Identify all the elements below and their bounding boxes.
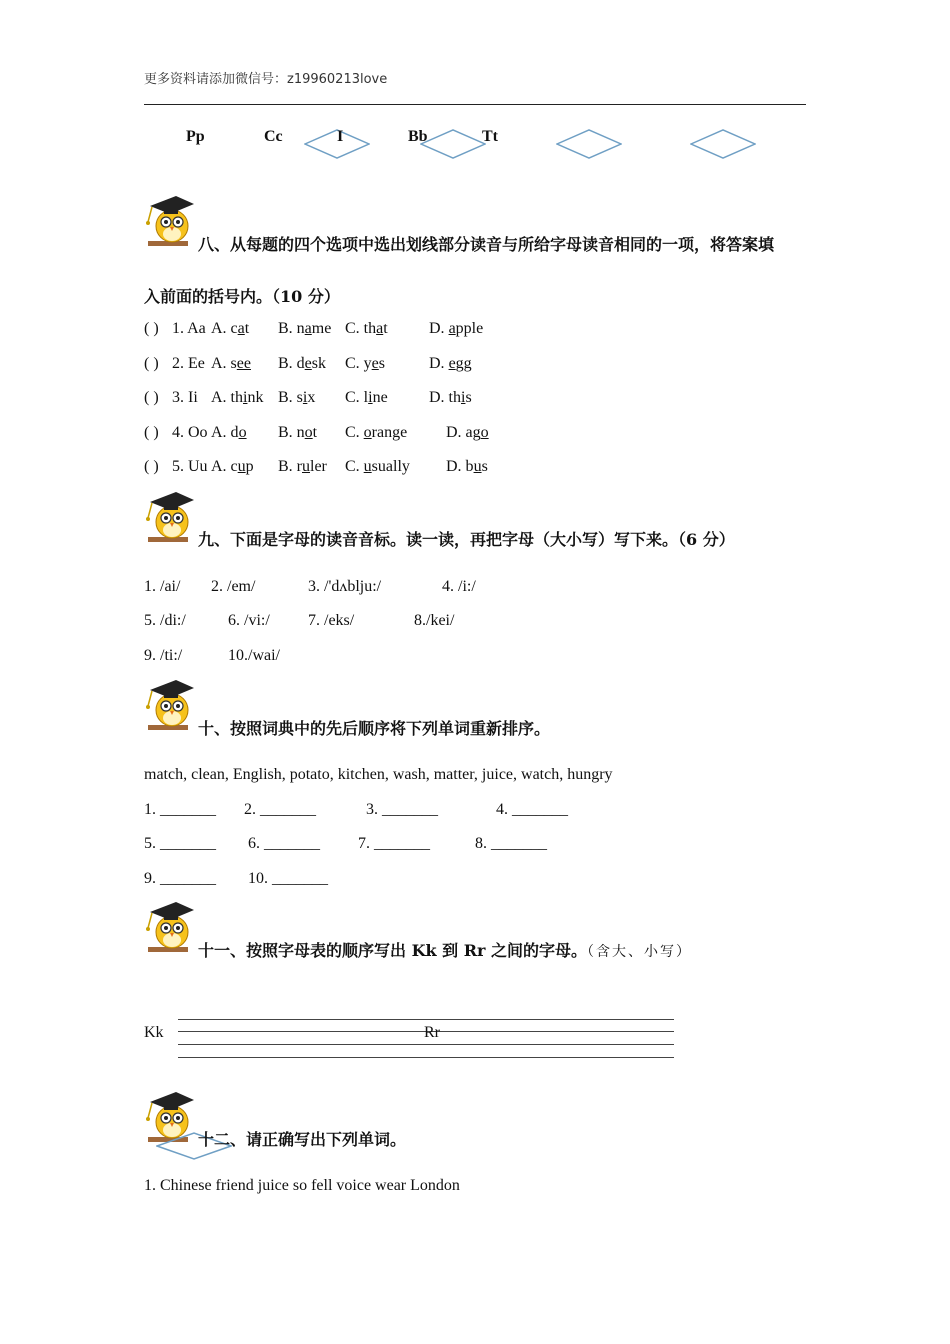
underlined-part: a xyxy=(237,320,245,337)
option-text: A. th xyxy=(211,389,243,406)
section10-title: 十、按照词典中的先后顺序将下列单词重新排序。 xyxy=(198,719,551,738)
section8-title-line1: 八、从每题的四个选项中选出划线部分读音与所给字母读音相同的一项，将答案填 xyxy=(198,235,775,254)
underlined-part: u xyxy=(302,458,310,475)
option-text: nk xyxy=(247,389,264,406)
option-text: D. xyxy=(429,355,449,372)
section9-title: 九、下面是字母的读音音标。读一读，再把字母（大小写）写下来。（6 分） xyxy=(198,530,735,549)
underlined-part: e xyxy=(371,355,379,372)
option-b xyxy=(278,424,317,442)
option-text: D. xyxy=(429,320,449,337)
letter-cc: Cc xyxy=(264,128,283,145)
option-text: B. n xyxy=(278,320,305,337)
option-text: sk xyxy=(311,355,327,372)
option-text: s xyxy=(481,458,488,475)
diamond-shape-2 xyxy=(420,129,486,159)
underlined-part: i xyxy=(368,389,373,406)
diamond-shape-4 xyxy=(690,129,756,159)
underlined-part: u xyxy=(237,458,246,475)
option-text: x xyxy=(307,389,316,406)
blank-answer[interactable]: 9. _______ xyxy=(144,870,216,887)
phonetic-item: 3. /'dʌblju:/ xyxy=(308,578,382,595)
option-text: ne xyxy=(372,389,388,406)
option-text: ler xyxy=(310,458,327,475)
question-number: 4. Oo xyxy=(172,424,208,441)
writing-line xyxy=(178,1057,674,1058)
option-text: D. b xyxy=(446,458,474,475)
end-letter: Rr xyxy=(424,1024,440,1041)
option-text: t xyxy=(383,320,388,337)
section11-title-main: 十一、按照字母表的顺序写出 Kk 到 Rr 之间的字母。 xyxy=(198,941,588,960)
option-text: C. xyxy=(345,424,364,441)
underlined-part: u xyxy=(473,458,482,475)
option-text: s xyxy=(378,355,386,372)
option-text: D. ag xyxy=(446,424,481,441)
option-text: sually xyxy=(371,458,410,475)
section8-title-line2: 入前面的括号内。（10 分） xyxy=(144,287,340,306)
letter-bb: Bb xyxy=(408,128,428,145)
underlined-part: o xyxy=(480,424,489,441)
answer-bracket[interactable]: ( ) xyxy=(144,424,159,441)
option-a xyxy=(211,389,263,407)
underlined-part: o xyxy=(363,424,372,441)
option-b xyxy=(278,389,315,407)
question-number: 1. Aa xyxy=(172,320,206,337)
blank-answer[interactable]: 3. _______ xyxy=(366,801,438,818)
word-list: match, clean, English, potato, kitchen, wash, matter, juice, watch, hungry xyxy=(144,766,613,783)
blank-answer[interactable]: 1. _______ xyxy=(144,801,216,818)
option-text: t xyxy=(244,320,250,337)
mascot-owl-icon xyxy=(142,898,196,954)
phonetic-item: 10./wai/ xyxy=(228,647,280,664)
option-text: B. r xyxy=(278,458,302,475)
question-number: 3. Ii xyxy=(172,389,198,406)
header-text: 更多资料请添加微信号：z19960213love xyxy=(144,72,388,87)
option-text: C. l xyxy=(345,389,369,406)
phonetic-item: 6. /vi:/ xyxy=(228,612,270,629)
option-text: B. s xyxy=(278,389,303,406)
option-text: gg xyxy=(455,355,472,372)
letter-i: I xyxy=(337,128,344,145)
option-a xyxy=(211,458,254,476)
option-c xyxy=(345,424,407,442)
option-text: A. d xyxy=(211,424,239,441)
blank-answer[interactable]: 8. _______ xyxy=(475,835,547,852)
underlined-part: u xyxy=(363,458,372,475)
start-letter: Kk xyxy=(144,1024,164,1041)
answer-bracket[interactable]: ( ) xyxy=(144,355,159,372)
option-d xyxy=(446,424,489,442)
phonetic-item: 9. /ti:/ xyxy=(144,647,183,664)
option-text: C. th xyxy=(345,320,377,337)
phonetic-item: 7. /eks/ xyxy=(308,612,355,629)
blank-answer[interactable]: 10. _______ xyxy=(248,870,328,887)
underlined-part: ee xyxy=(236,355,251,372)
phonetic-item: 4. /i:/ xyxy=(442,578,476,595)
option-b xyxy=(278,320,331,338)
mascot-owl-icon xyxy=(142,676,196,732)
blank-answer[interactable]: 5. _______ xyxy=(144,835,216,852)
letter-tt: Tt xyxy=(482,128,498,145)
option-c xyxy=(345,389,388,407)
writing-line xyxy=(178,1044,674,1045)
blank-answer[interactable]: 7. _______ xyxy=(358,835,430,852)
answer-bracket[interactable]: ( ) xyxy=(144,389,159,406)
option-d xyxy=(429,355,472,373)
option-text: C. y xyxy=(345,355,372,372)
underlined-part: o xyxy=(238,424,247,441)
phonetic-item: 5. /di:/ xyxy=(144,612,186,629)
option-c xyxy=(345,355,385,373)
underlined-part: i xyxy=(302,389,308,406)
option-text: range xyxy=(371,424,408,441)
question-number: 5. Uu xyxy=(172,458,208,475)
option-c xyxy=(345,458,410,476)
option-a xyxy=(211,320,249,338)
option-a xyxy=(211,355,251,373)
answer-bracket[interactable]: ( ) xyxy=(144,320,159,337)
option-d xyxy=(429,389,472,407)
option-text: C. xyxy=(345,458,364,475)
phonetic-item: 1. /ai/ xyxy=(144,578,181,595)
option-text: A. s xyxy=(211,355,237,372)
option-text: t xyxy=(312,424,318,441)
option-text: A. c xyxy=(211,458,238,475)
blank-answer[interactable]: 2. _______ xyxy=(244,801,316,818)
option-text: A. c xyxy=(211,320,238,337)
blank-answer[interactable]: 6. _______ xyxy=(248,835,320,852)
underlined-part: e xyxy=(448,355,456,372)
diamond-shape-3 xyxy=(556,129,622,159)
underlined-part: a xyxy=(448,320,456,337)
option-text: pple xyxy=(455,320,484,337)
letter-pp: Pp xyxy=(186,128,205,145)
blank-answer[interactable]: 4. _______ xyxy=(496,801,568,818)
phonetic-item: 2. /em/ xyxy=(211,578,256,595)
underlined-part: a xyxy=(376,320,384,337)
option-b xyxy=(278,355,326,373)
option-d xyxy=(446,458,488,476)
underlined-part: i xyxy=(461,389,466,406)
header-divider xyxy=(144,104,806,105)
section11-title xyxy=(198,938,692,961)
mascot-owl-icon xyxy=(142,192,196,248)
option-a xyxy=(211,424,247,442)
option-text: B. n xyxy=(278,424,305,441)
phonetic-item: 8./kei/ xyxy=(414,612,455,629)
section12-title: 十二、请正确写出下列单词。 xyxy=(198,1130,407,1149)
underlined-part: o xyxy=(304,424,313,441)
option-c xyxy=(345,320,388,338)
option-text: s xyxy=(465,389,472,406)
section11-title-note: （含大、小写） xyxy=(587,944,693,960)
option-d xyxy=(429,320,483,338)
question-number: 2. Ee xyxy=(172,355,205,372)
mascot-owl-icon xyxy=(142,488,196,544)
option-text: p xyxy=(245,458,254,475)
underlined-part: e xyxy=(304,355,312,372)
option-text: me xyxy=(311,320,332,337)
word-list: 1. Chinese friend juice so fell voice wear London xyxy=(144,1177,460,1194)
answer-bracket[interactable]: ( ) xyxy=(144,458,159,475)
underlined-part: a xyxy=(304,320,312,337)
writing-line xyxy=(178,1019,674,1020)
option-b xyxy=(278,458,327,476)
underlined-part: i xyxy=(243,389,248,406)
option-text: D. th xyxy=(429,389,461,406)
option-text: B. d xyxy=(278,355,305,372)
